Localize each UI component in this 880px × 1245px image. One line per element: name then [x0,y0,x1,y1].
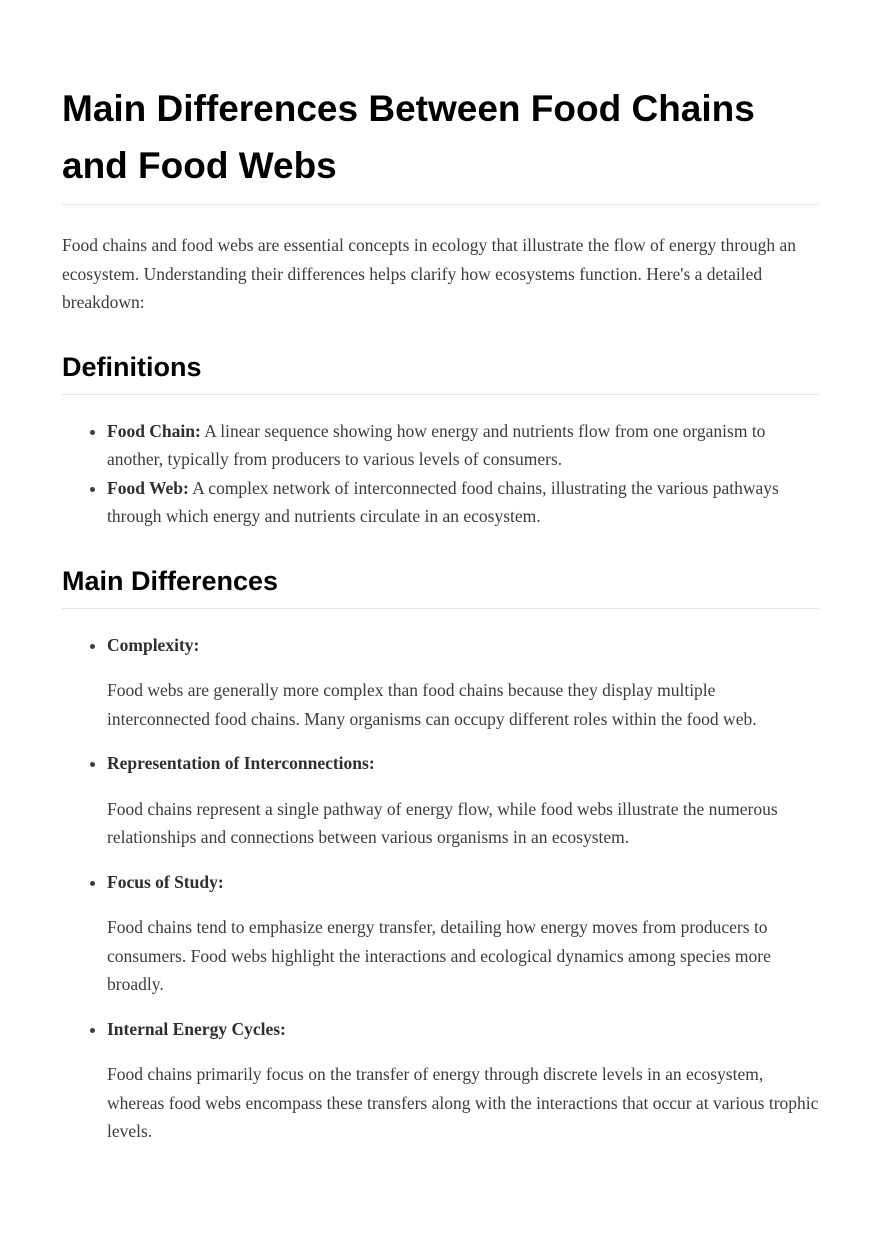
definition-item-food-web [107,474,819,531]
definition-text: A linear sequence showing how energy and nutrients flow from one organism to another, typically from producers to various levels of consumers. [107,420,766,469]
definitions-heading: Definitions [62,349,819,395]
difference-term: Complexity: [107,634,200,655]
difference-text: Food chains tend to emphasize energy transfer, detailing how energy moves from producers to consumers. Food webs highlight the interactions and ecological dynamics among species more broadly. [107,917,771,994]
definition-term: Food Chain: [107,420,201,441]
differences-list [62,631,819,1146]
page-title: Main Differences Between Food Chains and Food Webs [62,80,819,205]
difference-item-complexity [107,631,819,734]
difference-item-energy-cycles [107,1015,819,1146]
intro-paragraph: Food chains and food webs are essential concepts in ecology that illustrate the flow of energy through an ecosystem. Understanding their differences helps clarify how ecosystems function. Here's a detailed breakdown: [62,235,796,312]
difference-text: Food webs are generally more complex than food chains because they display multiple interconnected food chains. Many organisms can occupy different roles within the food web. [107,680,757,729]
difference-term: Focus of Study: [107,871,224,892]
definition-term: Food Web: [107,477,189,498]
document [62,80,819,1162]
definition-item-food-chain [107,417,819,474]
difference-text: Food chains primarily focus on the transfer of energy through discrete levels in an ecosystem, whereas food webs encompass these transfers along with the interactions that occur at various trophic levels. [107,1064,819,1141]
definition-text: A complex network of interconnected food chains, illustrating the various pathways through which energy and nutrients circulate in an ecosystem. [107,477,779,526]
differences-heading: Main Differences [62,563,819,609]
difference-item-focus-of-study [107,868,819,999]
difference-term: Representation of Interconnections: [107,753,375,773]
definitions-list [62,417,819,531]
difference-item-interconnections [107,749,819,852]
difference-text: Food chains represent a single pathway of energy flow, while food webs illustrate the numerous relationships and connections between various organisms in an ecosystem. [107,798,778,847]
difference-term: Internal Energy Cycles: [107,1018,286,1039]
